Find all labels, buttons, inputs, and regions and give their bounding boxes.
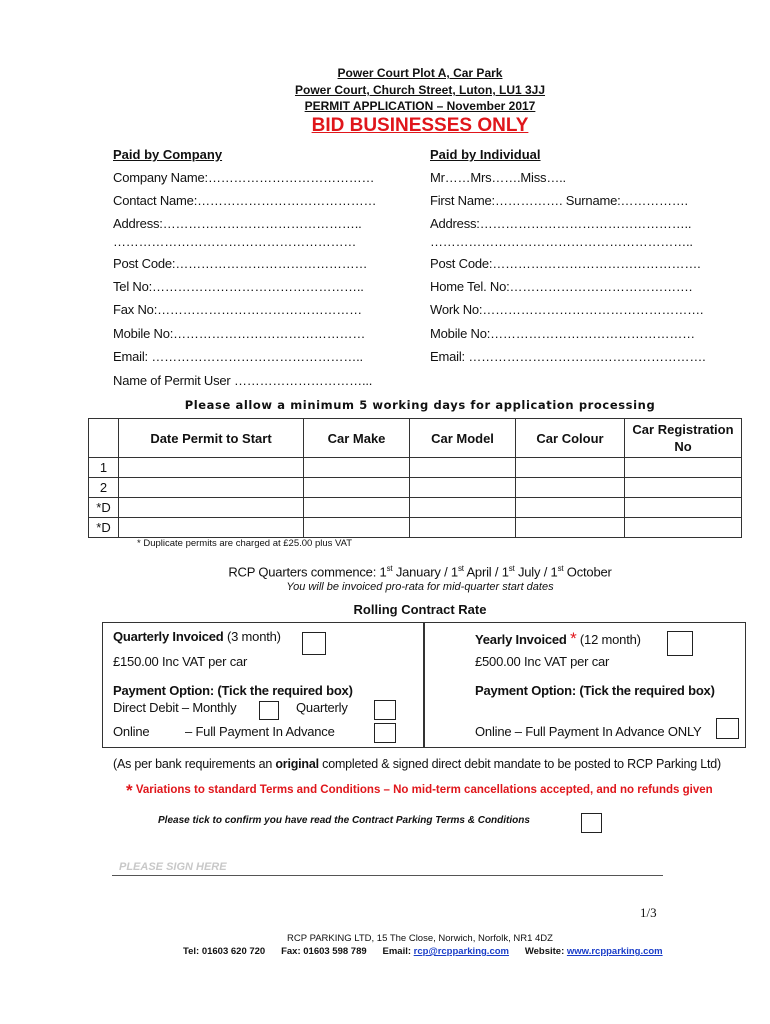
company-mobile-field[interactable]: Mobile No:……………………………………… xyxy=(113,326,366,341)
table-header-model: Car Model xyxy=(410,419,516,458)
registration-cell[interactable] xyxy=(625,478,742,498)
table-row xyxy=(89,478,742,498)
table-row xyxy=(89,498,742,518)
processing-note: Please allow a minimum 5 working days for application processing xyxy=(184,398,656,412)
quarters-sup-3: st xyxy=(508,564,515,573)
title-field[interactable]: Mr……Mrs…….Miss….. xyxy=(430,170,566,185)
variations-note xyxy=(126,781,713,801)
header-line-1: Power Court Plot A, Car Park xyxy=(337,66,503,80)
header-line-2: Power Court, Church Street, Luton, LU1 3JJ xyxy=(294,83,546,97)
online-yearly-checkbox[interactable] xyxy=(716,718,739,739)
table-header-registration: Car Registration No xyxy=(625,419,742,458)
individual-address-field[interactable]: Address:………………………………………….. xyxy=(430,216,692,231)
individual-heading: Paid by Individual xyxy=(430,147,541,162)
registration-cell[interactable] xyxy=(625,518,742,538)
individual-email-field[interactable]: Email: ………………………….……………………. xyxy=(430,349,706,364)
yearly-checkbox[interactable] xyxy=(667,631,693,656)
contact-name-field[interactable]: Contact Name:…………………………………… xyxy=(113,193,377,208)
model-cell[interactable] xyxy=(410,478,516,498)
row-index: *D xyxy=(89,518,119,538)
colour-cell[interactable] xyxy=(516,478,625,498)
quarters-jan: January / 1 xyxy=(392,564,458,580)
bank-note-suffix: completed & signed direct debit mandate to be posted to RCP Parking Ltd) xyxy=(318,757,721,771)
direct-debit-monthly-label: Direct Debit – Monthly xyxy=(113,700,237,715)
name-field[interactable]: First Name:……………. Surname:……………. xyxy=(430,193,688,208)
header-line-3: PERMIT APPLICATION – November 2017 xyxy=(304,99,536,113)
signature-placeholder[interactable]: PLEASE SIGN HERE xyxy=(119,861,227,873)
company-email-field[interactable]: Email: ………………………………………….. xyxy=(113,349,363,364)
yearly-payment-option: Payment Option: (Tick the required box) xyxy=(475,683,715,698)
table-header-date: Date Permit to Start xyxy=(119,419,304,458)
row-index: *D xyxy=(89,498,119,518)
quarterly-title xyxy=(113,629,281,644)
quarters-prefix: RCP Quarters commence: 1 xyxy=(228,564,387,580)
yearly-title-bold: Yearly Invoiced xyxy=(475,632,567,647)
quarterly-period: (3 month) xyxy=(223,629,281,644)
quarterly-checkbox[interactable] xyxy=(302,632,326,655)
work-no-field[interactable]: Work No:……………………………………………. xyxy=(430,302,704,317)
company-tel-field[interactable]: Tel No:………………………………………….. xyxy=(113,279,364,294)
row-index: 2 xyxy=(89,478,119,498)
footer-website-label: Website: xyxy=(524,946,565,957)
variations-text: Variations to standard Terms and Conditions – No mid-term cancellations accepted, and no refunds given xyxy=(135,784,713,796)
footer-website-link[interactable]: www.rcpparking.com xyxy=(566,946,663,957)
yearly-title xyxy=(475,629,641,649)
online-quarterly-checkbox[interactable] xyxy=(374,723,396,743)
company-heading: Paid by Company xyxy=(113,147,223,162)
model-cell[interactable] xyxy=(410,498,516,518)
table-row xyxy=(89,518,742,538)
quarters-sup-4: st xyxy=(557,564,564,573)
online-full-advance-label: – Full Payment In Advance xyxy=(185,724,335,739)
colour-cell[interactable] xyxy=(516,518,625,538)
company-postcode-field[interactable]: Post Code:……………………………………… xyxy=(113,256,368,271)
permit-user-field[interactable]: Name of Permit User …………………………... xyxy=(113,373,373,388)
table-header-colour: Car Colour xyxy=(516,419,625,458)
footer-email-label: Email: xyxy=(382,946,412,957)
bank-note xyxy=(113,757,721,771)
company-name-field[interactable]: Company Name:………………………………… xyxy=(113,170,375,185)
quarters-apr: April / 1 xyxy=(463,564,509,580)
online-label: Online xyxy=(113,724,150,739)
date-cell[interactable] xyxy=(119,498,304,518)
company-address-line-2[interactable]: ………………………………………………… xyxy=(113,234,357,249)
yearly-star: * xyxy=(570,629,577,648)
table-header-index xyxy=(89,419,119,458)
model-cell[interactable] xyxy=(410,518,516,538)
quarters-line xyxy=(0,564,770,579)
colour-cell[interactable] xyxy=(516,458,625,478)
model-cell[interactable] xyxy=(410,458,516,478)
monthly-checkbox[interactable] xyxy=(259,701,279,720)
table-header-make: Car Make xyxy=(304,419,410,458)
signature-line xyxy=(112,875,663,876)
online-only-label: Online – Full Payment In Advance ONLY xyxy=(475,724,702,739)
individual-address-line-2[interactable]: …………………………………………………….. xyxy=(430,234,693,249)
confirm-terms-text: Please tick to confirm you have read the Contract Parking Terms & Conditions xyxy=(158,815,530,826)
bank-note-bold: original xyxy=(275,757,319,771)
make-cell[interactable] xyxy=(304,518,410,538)
date-cell[interactable] xyxy=(119,518,304,538)
company-address-field[interactable]: Address:……………………………………….. xyxy=(113,216,362,231)
quarterly-title-bold: Quarterly Invoiced xyxy=(113,629,224,644)
rolling-contract-heading: Rolling Contract Rate xyxy=(353,602,487,617)
individual-postcode-field[interactable]: Post Code:…………………………………………. xyxy=(430,256,701,271)
direct-debit-quarterly-label: Quarterly xyxy=(296,700,348,715)
make-cell[interactable] xyxy=(304,498,410,518)
registration-cell[interactable] xyxy=(625,498,742,518)
date-cell[interactable] xyxy=(119,478,304,498)
quarters-jul: July / 1 xyxy=(514,564,558,580)
table-row xyxy=(89,458,742,478)
page-number: 1/3 xyxy=(640,905,657,920)
date-cell[interactable] xyxy=(119,458,304,478)
footer-fax: Fax: 01603 598 789 xyxy=(281,946,367,957)
quarterly-payment-option: Payment Option: (Tick the required box) xyxy=(113,683,353,698)
footer-tel: Tel: 01603 620 720 xyxy=(183,946,266,957)
vehicle-table xyxy=(88,418,742,538)
quarterly-dd-checkbox[interactable] xyxy=(374,700,396,720)
colour-cell[interactable] xyxy=(516,498,625,518)
variations-star: * xyxy=(126,781,133,800)
quarters-sup-2: st xyxy=(457,564,464,573)
make-cell[interactable] xyxy=(304,478,410,498)
confirm-terms-checkbox[interactable] xyxy=(581,813,602,833)
row-index: 1 xyxy=(89,458,119,478)
footer-address: RCP PARKING LTD, 15 The Close, Norwich, Norfolk, NR1 4DZ xyxy=(287,933,553,944)
individual-mobile-field[interactable]: Mobile No:………………………………………… xyxy=(430,326,695,341)
footer-contacts xyxy=(183,946,663,957)
company-fax-field[interactable]: Fax No:………………………………………… xyxy=(113,302,362,317)
footer-email-link[interactable]: rcp@rcpparking.com xyxy=(413,946,509,957)
table-header-row xyxy=(89,419,742,458)
duplicate-footnote: * Duplicate permits are charged at £25.00 plus VAT xyxy=(137,538,353,549)
page-title: BID BUSINESSES ONLY xyxy=(311,115,529,136)
yearly-period: (12 month) xyxy=(576,632,641,647)
make-cell[interactable] xyxy=(304,458,410,478)
quarters-oct: October xyxy=(563,564,612,580)
bank-note-prefix: (As per bank requirements an xyxy=(113,757,276,771)
quarterly-price: £150.00 Inc VAT per car xyxy=(113,654,248,669)
registration-cell[interactable] xyxy=(625,458,742,478)
quarters-sup-1: st xyxy=(386,564,393,573)
yearly-price: £500.00 Inc VAT per car xyxy=(475,654,610,669)
quarters-subtext: You will be invoiced pro-rata for mid-quarter start dates xyxy=(286,581,554,593)
home-tel-field[interactable]: Home Tel. No:……………………………………. xyxy=(430,279,693,294)
